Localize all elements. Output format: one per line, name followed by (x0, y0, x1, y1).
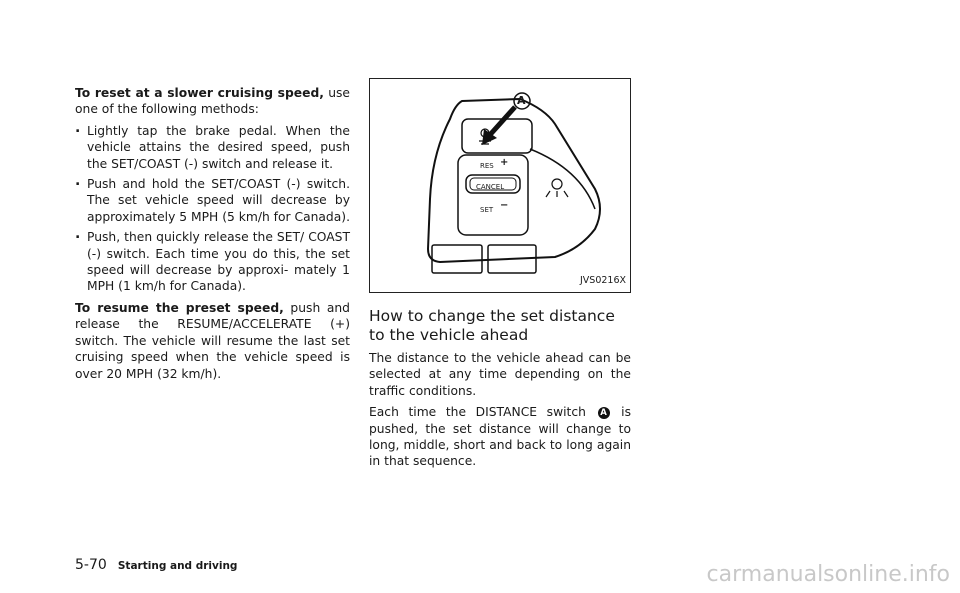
lane-icon (552, 179, 562, 189)
list-item: . Lightly tap the brake pedal. When the vehicle attains the desired speed, push the SET/COAST (-) switch and release it. (75, 123, 350, 172)
minus-label: − (500, 200, 509, 211)
section-heading: How to change the set distance to the vehicle ahead (369, 307, 615, 344)
paragraph-resume (75, 300, 350, 382)
paragraph-distance-intro: The distance to the vehicle ahead can be selected at any time depending on the traffic conditions. (369, 351, 631, 398)
left-column (75, 85, 350, 387)
res-label: RES (480, 162, 494, 170)
paragraph-text: is pushed, the set distance will change to long, middle, short and back to long again in that sequence. (369, 405, 631, 469)
paragraph-text: push and release the RESUME/ACCELERATE (+) switch. The vehicle will resume the last set cruising speed when the vehicle speed is over 20 MPH (32 km/h). (75, 300, 350, 381)
bold-lead: To resume the preset speed, (75, 300, 284, 315)
paragraph-distance-switch (369, 404, 631, 470)
watermark: carmanualsonline.info (706, 562, 950, 587)
paragraph-slower-speed (75, 85, 350, 118)
bold-lead: To reset at a slower cruising speed, (75, 86, 324, 100)
callout-a-inline-icon: A (598, 407, 610, 419)
figure-code: JVS0216X (579, 274, 626, 286)
plus-label: + (500, 157, 509, 168)
page-number: 5-70 (75, 557, 107, 573)
paragraph-text: use one of the following methods: (75, 86, 350, 117)
section-title: Starting and driving (117, 560, 238, 572)
cancel-label: CANCEL (476, 183, 505, 191)
set-label: SET (480, 206, 494, 214)
list-item: . Push, then quickly release the SET/ COAST (-) switch. Each time you do this, the set speed will decrease by approxi- mately 1 MPH (1 km/h for Canada). (75, 229, 350, 295)
steering-switch-figure (369, 78, 631, 293)
page-footer (75, 554, 237, 573)
right-column (369, 78, 631, 475)
methods-list (75, 123, 350, 295)
list-item: . Push and hold the SET/COAST (-) switch. The set vehicle speed will decrease by approximately 5 MPH (5 km/h for Canada). (75, 176, 350, 225)
paragraph-text: Each time the DISTANCE switch (369, 405, 586, 420)
callout-a-label: A (517, 94, 526, 107)
